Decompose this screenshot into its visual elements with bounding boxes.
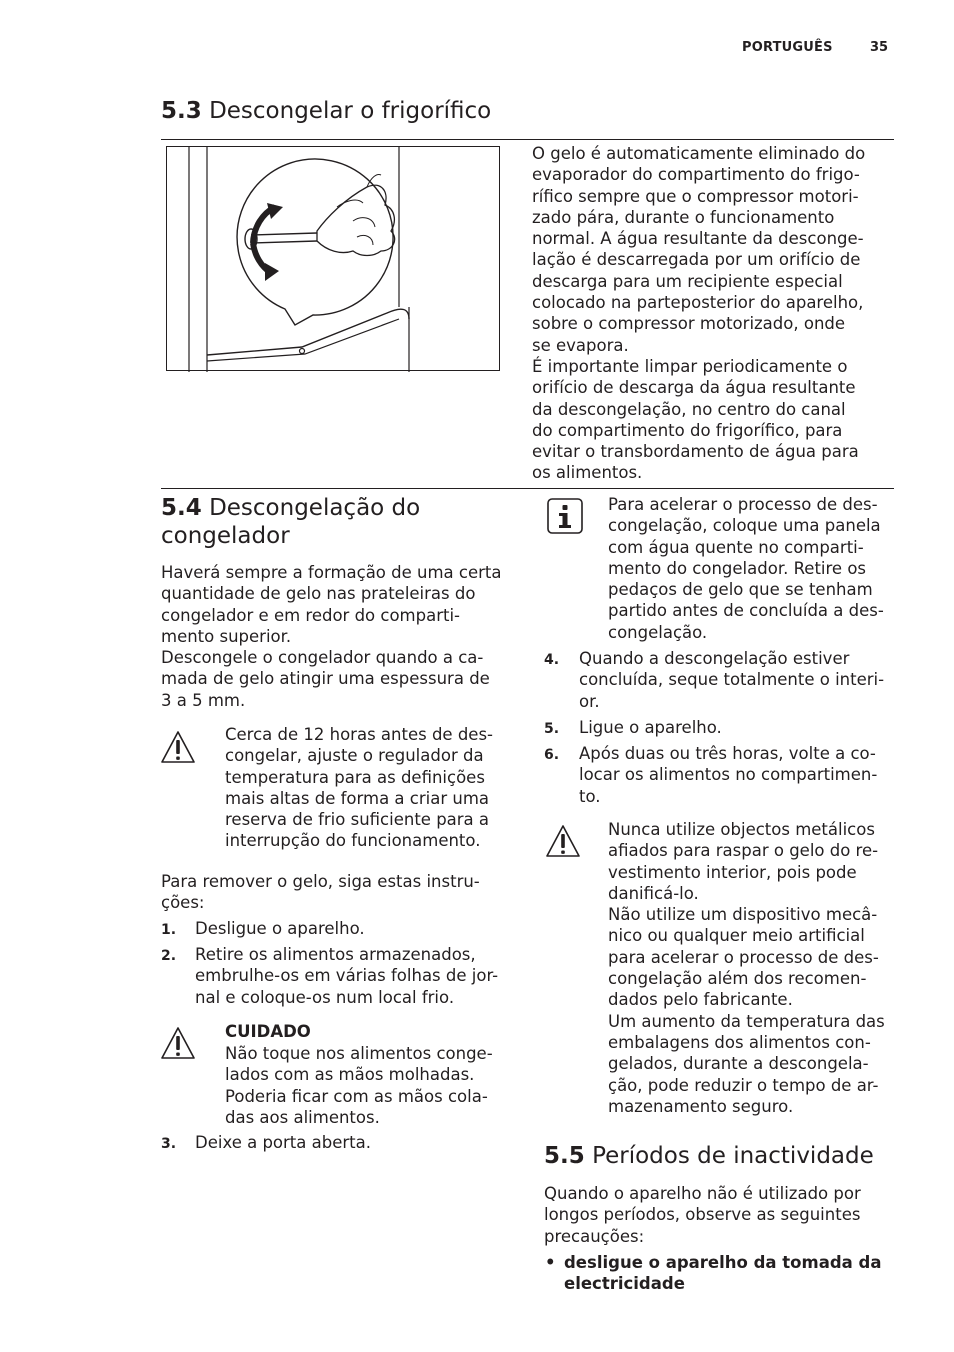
- step-number: 4.: [544, 652, 560, 668]
- instructions-intro: Para remover o gelo, siga estas instru- ções:: [161, 872, 480, 913]
- step-text: Desligue o aparelho.: [195, 919, 365, 938]
- warning-triangle-icon: [160, 730, 196, 764]
- inactivity-intro-text: Quando o aparelho não é utilizado por longos períodos, observe as seguintes precauções:: [544, 1184, 861, 1246]
- warning-text-adjust-regulator: Cerca de 12 horas antes de des- congelar, ajuste o regulador da temperatura para as definições mais altas de forma a criar uma reserva de frio suficiente para a interrupção do funcionamento.: [225, 725, 493, 851]
- section-rule: [161, 488, 894, 489]
- info-text-hot-water: Para acelerar o processo de des- congelação, coloque uma panela com água quente no comparti- mento do congelador. Retire os pedaços de gelo que se tenham partido antes de concluída a des- congelação.: [608, 495, 884, 642]
- header-language: PORTUGUÊS: [742, 40, 833, 55]
- step-text: Quando a descongelação estiver concluída, seque totalmente o interi- or.: [579, 649, 885, 711]
- step-text: Retire os alimentos armazenados, embrulhe-os em várias folhas de jor- nal e coloque-os num local frio.: [195, 945, 499, 1007]
- bullet-marker: •: [545, 1253, 556, 1272]
- freezer-intro-text: Haverá sempre a formação de uma certa quantidade de gelo nas prateleiras do congelador e em redor do comparti- mento superior. Descongele o congelador quando a ca- mada de gelo atingir uma espessura de 3 a 5 mm.: [161, 563, 502, 710]
- section-rule: [161, 139, 894, 140]
- page-number: 35: [870, 40, 889, 55]
- step-number: 5.: [544, 721, 560, 737]
- step-number: 1.: [161, 922, 177, 938]
- info-icon: [547, 498, 583, 534]
- section-5-5-heading: 5.5 Períodos de inactividade: [544, 1143, 874, 1169]
- step-text: Após duas ou três horas, volte a co- locar os alimentos no compartimen- to.: [579, 744, 878, 806]
- warning-text-sharp-objects: Nunca utilize objectos metálicos afiados para raspar o gelo do re- vestimento interior, pois pode danificá-lo. Não utilize um dispositivo mecâ- nico ou qualquer meio artificial para acelerar o processo de des- congelação além dos recomen- dados pelo fabricante. Um aumento da temperatura das embalagens dos alimentos con- gelados, durante a descongela- ção, pode reduzir o tempo de ar- mazenamento seguro.: [608, 820, 885, 1116]
- step-number: 2.: [161, 948, 177, 964]
- step-number: 3.: [161, 1136, 177, 1152]
- defrost-fridge-text: O gelo é automaticamente eliminado do evaporador do compartimento do frigo- rífico sempre que o compressor motori- zado pára, durante o funcionamento normal. A água resultante da desconge- lação é descarregada por um orifício de descarga para um recipiente especial colocado na parteposterior do aparelho, sobre o compressor motorizado, onde se evapora. É importante limpar periodicamente o orifício de descarga da água resultante da descongelação, no centro do canal do compartimento do frigorífico, para evitar o transbordamento de água para os alimentos.: [532, 144, 866, 483]
- caution-text: Não toque nos alimentos conge- lados com as mãos molhadas. Poderia ficar com as mãos cola- das aos alimentos.: [225, 1044, 493, 1127]
- bullet-text-unplug: desligue o aparelho da tomada da electricidade: [564, 1253, 882, 1294]
- drain-cleaning-icon: [167, 147, 501, 372]
- warning-triangle-icon: [545, 824, 581, 858]
- section-5-3-heading: 5.3 Descongelar o frigorífico: [161, 98, 492, 124]
- section-5-4-heading: 5.4 Descongelação do congelador: [161, 495, 421, 549]
- warning-triangle-icon: [160, 1026, 196, 1060]
- caution-title: CUIDADO: [225, 1022, 311, 1041]
- step-text: Deixe a porta aberta.: [195, 1133, 371, 1152]
- step-number: 6.: [544, 747, 560, 763]
- defrost-illustration: [166, 146, 500, 371]
- step-text: Ligue o aparelho.: [579, 718, 722, 737]
